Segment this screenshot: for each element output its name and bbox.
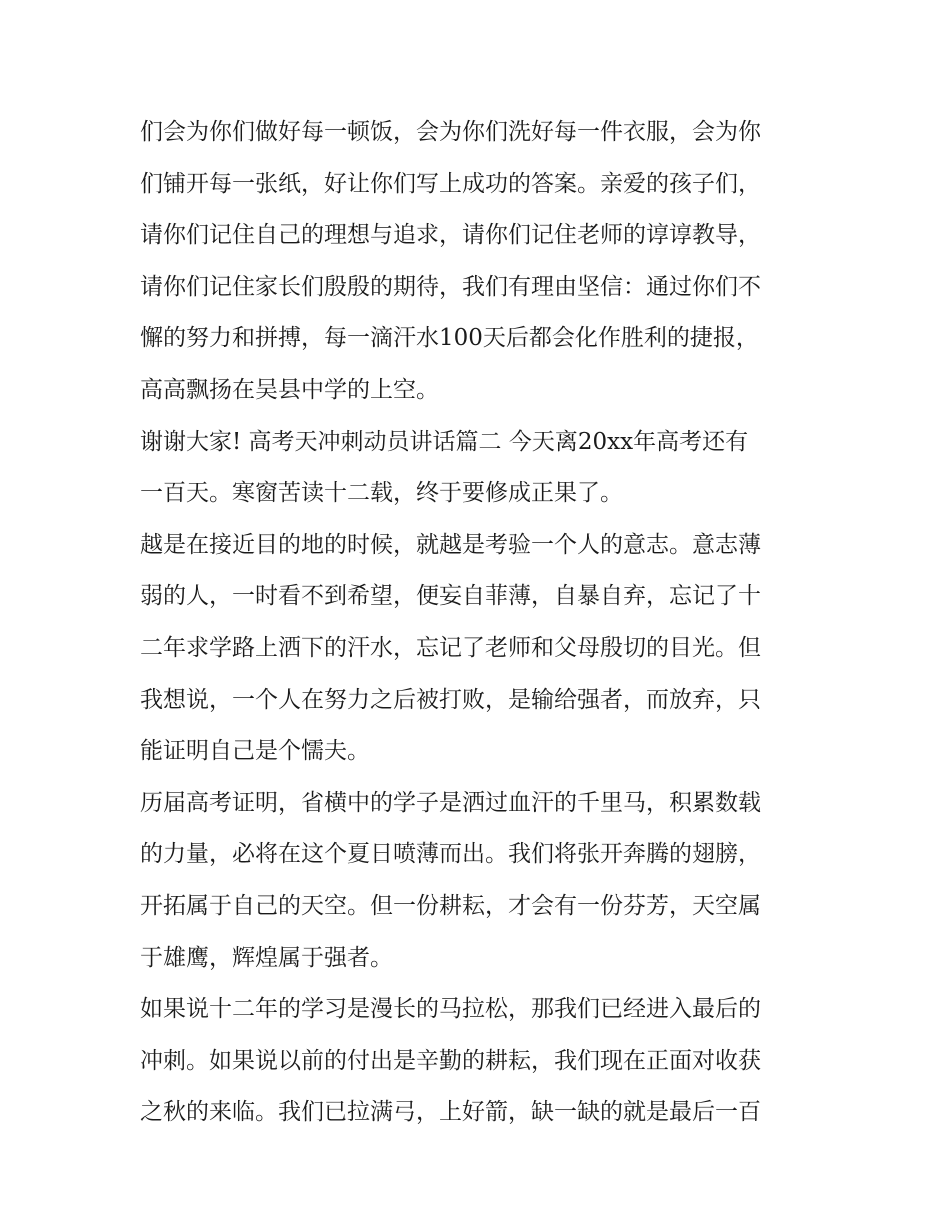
- text-line-2: 们铺开每一张纸，好让你们写上成功的答案。亲爱的孩子们，: [140, 170, 761, 197]
- text-line-12: 我想说，一个人在努力之后被打败，是输给强者，而放弃，只: [140, 686, 761, 713]
- text-line-6: 高高飘扬在吴县中学的上空。: [140, 376, 439, 403]
- text-line-10: 弱的人，一时看不到希望，便妄自菲薄，自暴自弃，忘记了十: [140, 583, 761, 610]
- text-line-11: 二年求学路上洒下的汗水，忘记了老师和父母殷切的目光。但: [140, 634, 761, 661]
- text-line-20: 之秋的来临。我们已拉满弓，上好箭，缺一缺的就是最后一百: [140, 1099, 761, 1126]
- text-line-16: 开拓属于自己的天空。但一份耕耘，才会有一份芬芳，天空属: [140, 892, 761, 919]
- text-line-1: 们会为你们做好每一顿饭，会为你们洗好每一件衣服，会为你: [140, 119, 761, 145]
- text-line-5: 懈的努力和拼搏，每一滴汗水100天后都会化作胜利的捷报，: [140, 325, 759, 352]
- text-line-14: 历届高考证明，省横中的学子是洒过血汗的千里马，积累数载: [140, 789, 761, 816]
- text-line-13: 能证明自己是个懦夫。: [140, 738, 370, 765]
- text-line-3: 请你们记住自己的理想与追求，请你们记住老师的谆谆教导，: [140, 222, 761, 249]
- text-line-8: 一百天。寒窗苦读十二载，终于要修成正果了。: [140, 480, 623, 507]
- text-line-7: 谢谢大家! 高考天冲刺动员讲话篇二 今天离20xx年高考还有: [140, 428, 749, 455]
- text-line-19: 冲刺。如果说以前的付出是辛勤的耕耘，我们现在正面对收获: [140, 1047, 761, 1074]
- text-line-18: 如果说十二年的学习是漫长的马拉松，那我们已经进入最后的: [140, 996, 761, 1023]
- text-line-17: 于雄鹰，辉煌属于强者。: [140, 944, 393, 971]
- text-line-15: 的力量，必将在这个夏日喷薄而出。我们将张开奔腾的翅膀，: [140, 841, 761, 868]
- text-line-4: 请你们记住家长们殷殷的期待，我们有理由坚信：通过你们不: [140, 273, 761, 300]
- text-line-9: 越是在接近目的地的时候，就越是考验一个人的意志。意志薄: [140, 531, 761, 558]
- document-page: [140, 107, 815, 1139]
